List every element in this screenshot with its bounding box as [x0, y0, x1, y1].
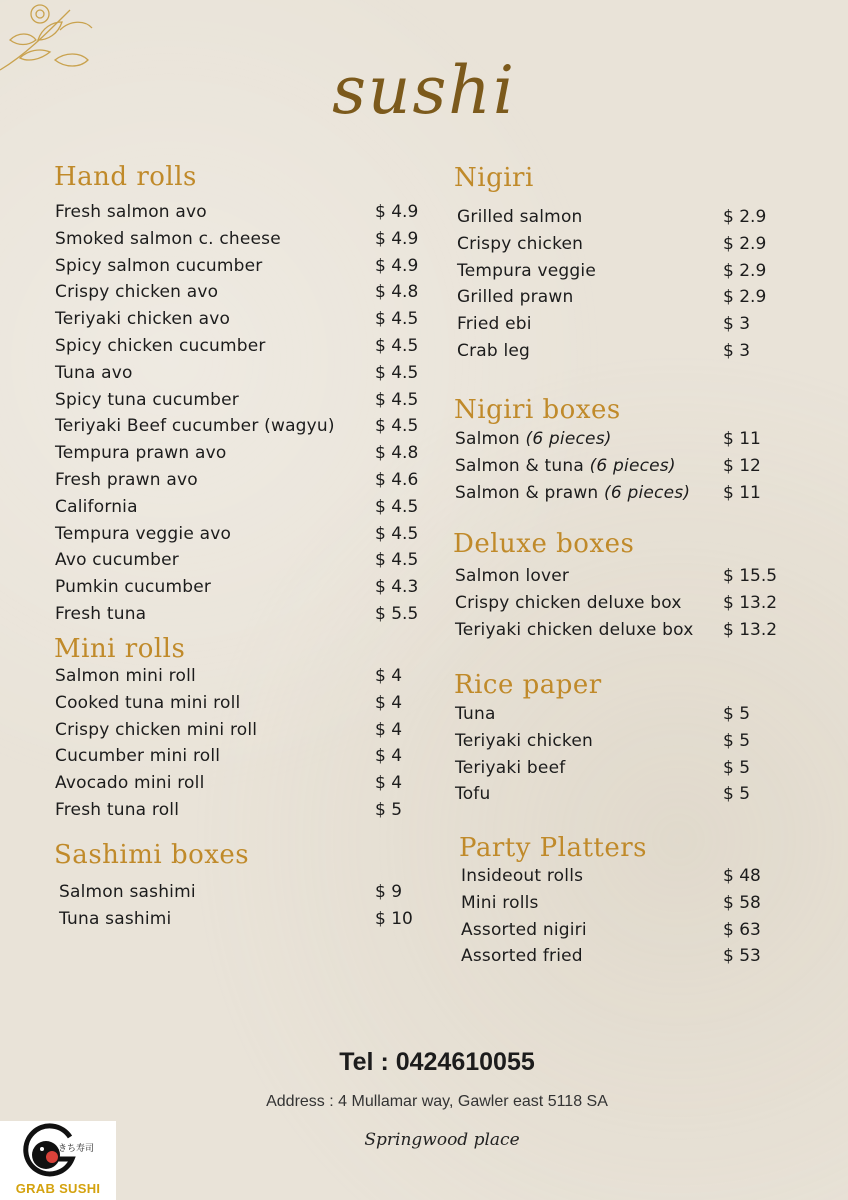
- section-heading: Rice paper: [454, 670, 602, 700]
- section-heading: Hand rolls: [54, 162, 197, 192]
- item-name-text: Cucumber mini roll: [55, 746, 221, 766]
- item-name-text: Salmon sashimi: [59, 882, 196, 902]
- menu-item-price: $ 4.5: [375, 336, 419, 356]
- item-name-text: Fresh tuna roll: [55, 800, 180, 820]
- menu-item-price: $ 4.9: [375, 256, 419, 276]
- menu-item-name: [457, 207, 583, 227]
- item-name-text: Fried ebi: [457, 314, 532, 334]
- menu-item-price: $ 4: [375, 746, 403, 766]
- item-name-text: Salmon & prawn: [455, 483, 599, 503]
- menu-item-price: $ 4.8: [375, 443, 419, 463]
- menu-item-price: $ 11: [723, 483, 761, 503]
- item-name-text: Smoked salmon c. cheese: [55, 229, 281, 249]
- item-name-text: Cooked tuna mini roll: [55, 693, 241, 713]
- menu-item-name: [461, 866, 583, 886]
- menu-item-name: [457, 314, 532, 334]
- menu-item-price: $ 4.6: [375, 470, 419, 490]
- page-title: sushi: [332, 52, 516, 129]
- menu-item-name: [455, 429, 612, 449]
- menu-item-name: [55, 666, 196, 686]
- menu-item-name: [55, 800, 179, 820]
- logo-text: GRAB SUSHI: [15, 1181, 101, 1196]
- menu-item-name: [55, 229, 281, 249]
- item-note: (6 pieces): [589, 456, 676, 476]
- item-note: (6 pieces): [604, 483, 691, 503]
- item-name-text: Spicy tuna cucumber: [55, 390, 239, 410]
- item-name-text: Avocado mini roll: [55, 773, 205, 793]
- menu-item-price: $ 5: [723, 704, 751, 724]
- menu-item-price: $ 4.9: [375, 229, 419, 249]
- menu-item-price: $ 4.5: [375, 497, 419, 517]
- menu-item-price: $ 2.9: [723, 234, 767, 254]
- address: Address : 4 Mullamar way, Gawler east 5118 SA: [266, 1093, 608, 1110]
- phone-number[interactable]: Tel : 0424610055: [339, 1048, 535, 1076]
- menu-item-name: [457, 261, 596, 281]
- menu-item-name: [55, 746, 220, 766]
- menu-item-price: $ 4: [375, 773, 403, 793]
- menu-item-name: [55, 773, 205, 793]
- menu-item-price: $ 13.2: [723, 593, 778, 613]
- menu-item-price: $ 53: [723, 946, 761, 966]
- menu-item-name: [455, 593, 682, 613]
- menu-item-price: $ 4: [375, 693, 403, 713]
- menu-item-name: [55, 309, 230, 329]
- menu-item-price: $ 4.5: [375, 416, 419, 436]
- menu-item-name: [457, 287, 573, 307]
- menu-item-price: $ 4.3: [375, 577, 419, 597]
- item-name-text: Tempura veggie: [457, 261, 596, 281]
- item-name-text: Assorted nigiri: [461, 920, 587, 940]
- menu-item-name: [59, 882, 196, 902]
- menu-item-name: [455, 456, 676, 476]
- menu-item-price: $ 3: [723, 314, 751, 334]
- section-heading: Nigiri boxes: [454, 395, 621, 425]
- menu-item-name: [55, 604, 146, 624]
- section-heading: Deluxe boxes: [453, 529, 635, 559]
- item-name-text: Grilled prawn: [457, 287, 574, 307]
- menu-item-name: [55, 577, 211, 597]
- menu-item-name: [59, 909, 172, 929]
- item-name-text: Salmon: [455, 429, 520, 449]
- item-name-text: Crab leg: [457, 341, 531, 361]
- menu-item-price: $ 5: [723, 784, 751, 804]
- menu-item-name: [455, 758, 565, 778]
- section-heading: Sashimi boxes: [54, 840, 250, 870]
- menu-item-name: [55, 390, 239, 410]
- menu-item-price: $ 10: [375, 909, 413, 929]
- item-name-text: Fresh prawn avo: [55, 470, 198, 490]
- logo-japanese-text: きち寿司: [58, 1144, 95, 1154]
- item-name-text: Tuna sashimi: [59, 909, 172, 929]
- menu-item-name: [55, 336, 266, 356]
- menu-item-name: [55, 282, 218, 302]
- item-name-text: Tofu: [455, 784, 491, 804]
- item-name-text: Tempura prawn avo: [55, 443, 227, 463]
- menu-item-name: [461, 946, 583, 966]
- item-name-text: Fresh tuna: [55, 604, 147, 624]
- menu-item-price: $ 5.5: [375, 604, 419, 624]
- item-name-text: Insideout rolls: [461, 866, 584, 886]
- section-heading: Nigiri: [454, 163, 534, 193]
- menu-item-price: $ 4: [375, 720, 403, 740]
- menu-item-price: $ 4.5: [375, 524, 419, 544]
- menu-item-price: $ 12: [723, 456, 761, 476]
- menu-item-price: $ 4.8: [375, 282, 419, 302]
- menu-item-name: [55, 720, 257, 740]
- menu-item-price: $ 9: [375, 882, 403, 902]
- item-name-text: Teriyaki chicken: [455, 731, 593, 751]
- menu-item-name: [55, 470, 198, 490]
- menu-item-name: [55, 416, 335, 436]
- item-name-text: Grilled salmon: [457, 207, 583, 227]
- menu-item-name: [55, 202, 207, 222]
- menu-item-price: $ 15.5: [723, 566, 778, 586]
- menu-item-name: [455, 566, 569, 586]
- location-name: Springwood place: [364, 1130, 520, 1150]
- item-name-text: Crispy chicken: [457, 234, 584, 254]
- item-name-text: Avo cucumber: [55, 550, 179, 570]
- item-name-text: Spicy chicken cucumber: [55, 336, 266, 356]
- menu-item-name: [461, 893, 539, 913]
- menu-item-price: $ 3: [723, 341, 751, 361]
- menu-item-price: $ 4.9: [375, 202, 419, 222]
- item-name-text: Teriyaki Beef cucumber (wagyu): [55, 416, 335, 436]
- menu-item-price: $ 4.5: [375, 309, 419, 329]
- menu-item-price: $ 4.5: [375, 550, 419, 570]
- item-name-text: Mini rolls: [461, 893, 539, 913]
- menu-item-price: $ 4: [375, 666, 403, 686]
- menu-item-name: [55, 524, 231, 544]
- item-note: (6 pieces): [525, 429, 612, 449]
- menu-item-name: [55, 550, 179, 570]
- menu-item-name: [55, 363, 133, 383]
- menu-item-name: [455, 620, 693, 640]
- menu-item-name: [457, 234, 583, 254]
- item-name-text: Tuna avo: [55, 363, 133, 383]
- menu-item-price: $ 5: [723, 731, 751, 751]
- item-name-text: Assorted fried: [461, 946, 583, 966]
- item-name-text: Teriyaki chicken deluxe box: [455, 620, 694, 640]
- menu-item-price: $ 2.9: [723, 287, 767, 307]
- section-heading: Mini rolls: [54, 634, 186, 664]
- menu-item-name: [455, 483, 690, 503]
- section-heading: Party Platters: [459, 833, 648, 863]
- menu-item-price: $ 48: [723, 866, 761, 886]
- item-name-text: Fresh salmon avo: [55, 202, 207, 222]
- menu-item-price: $ 5: [723, 758, 751, 778]
- menu-item-price: $ 4.5: [375, 363, 419, 383]
- item-name-text: Teriyaki chicken avo: [55, 309, 231, 329]
- menu-item-name: [55, 256, 263, 276]
- item-name-text: Tempura veggie avo: [55, 524, 232, 544]
- item-name-text: Crispy chicken avo: [55, 282, 219, 302]
- menu-item-name: [55, 497, 138, 517]
- menu-item-price: $ 58: [723, 893, 761, 913]
- menu-item-name: [457, 341, 530, 361]
- menu-item-price: $ 2.9: [723, 261, 767, 281]
- item-name-text: Salmon & tuna: [455, 456, 584, 476]
- item-name-text: Salmon lover: [455, 566, 570, 586]
- item-name-text: Pumkin cucumber: [55, 577, 212, 597]
- menu-item-name: [55, 443, 226, 463]
- brand-logo: [0, 1121, 116, 1200]
- menu-item-name: [455, 731, 593, 751]
- item-name-text: Spicy salmon cucumber: [55, 256, 263, 276]
- menu-item-price: $ 13.2: [723, 620, 778, 640]
- menu-item-price: $ 11: [723, 429, 761, 449]
- menu-item-price: $ 5: [375, 800, 403, 820]
- menu-item-name: [55, 693, 240, 713]
- item-name-text: Tuna: [455, 704, 496, 724]
- menu-item-price: $ 63: [723, 920, 761, 940]
- menu-item-name: [461, 920, 587, 940]
- menu-item-price: $ 4.5: [375, 390, 419, 410]
- item-name-text: California: [55, 497, 138, 517]
- item-name-text: Crispy chicken deluxe box: [455, 593, 682, 613]
- menu-item-price: $ 2.9: [723, 207, 767, 227]
- item-name-text: Crispy chicken mini roll: [55, 720, 258, 740]
- menu-item-name: [455, 784, 490, 804]
- menu-item-name: [455, 704, 496, 724]
- item-name-text: Salmon mini roll: [55, 666, 196, 686]
- item-name-text: Teriyaki beef: [455, 758, 566, 778]
